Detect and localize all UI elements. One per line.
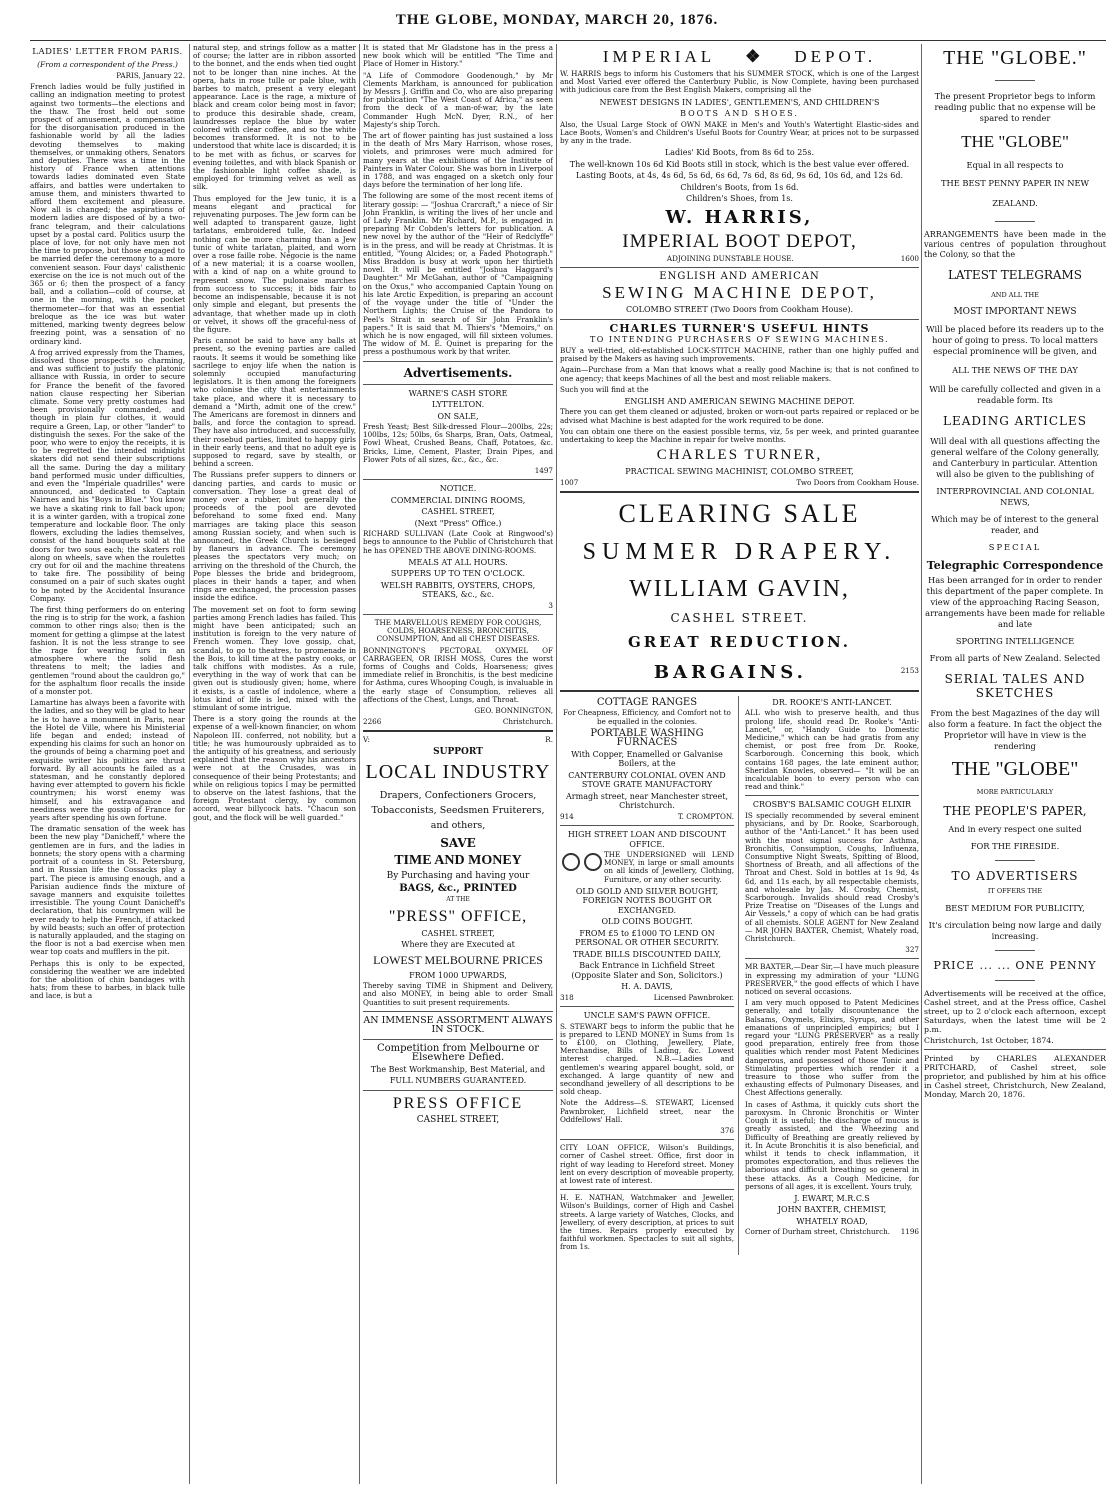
paragraph: The dramatic sensation of the week has been the new play "Danicheff," where the gentlemen are in furs, and the ladies in bonnets; the story opens with a charming portrait of a countess in St. Petersburg, and in Russian life the Cossacks play a part. The piece is amusing enough, and a Parisian audience finds the mixture of savage manners and exquisite toilettes irresistible. The young Count Danicheff's declaration, that his countrymen will be ever ready to help the French, if attacked by wild beasts; such an offer of protection is naturally applauded, and the staging on the floor is not a bad exercise when men wear top coats and mufflers in the pit. [30,824,185,957]
globe-from: From all parts of New Zealand. Selected [929,653,1101,663]
advertisements-header: Advertisements. [403,365,513,380]
globe-peoples: THE PEOPLE'S PAPER, [943,804,1087,818]
ad-cottage-for: For Cheapness, Efficiency, and Comfort not to be equalled in the colonies. [563,708,731,726]
ad-place: LYTTELTON. [431,400,485,410]
globe-medium: BEST MEDIUM FOR PUBLICITY, [945,903,1085,913]
globe-all-news: ALL THE NEWS OF THE DAY [952,365,1078,375]
ad-such: Such you will find at the [560,384,649,394]
ad-adjoining [560,255,919,263]
globe-and: And in every respect one suited [948,824,1082,834]
paragraph: Thus employed for the Jew tunic, it is a means elegant and practical for rejuvenating purposes. The Jew form can be well adapted to transparent gauze, light tarlatans, embroidered tulle, &c. Indeed nothing can be more charming than a Jew tunic of white tarlatan, plaited, and worn over a rose faille robe. Négocie is the name of a new material; it is a coarse woollen, with a kind of nap on a white ground to represent snow. The pulonaise marches from success to success; it bids fair to become an indispensable, because it is not only simple and elegant, but presents the advantage, that whether made up in cloth or velvet, it shows off the graceful-ness of the figure. [193,193,356,334]
ad-canterbury: CANTERBURY COLONIAL OVEN AND STOVE GRATE MANUFACTORY [568,770,726,790]
globe-serial: SERIAL TALES AND SKETCHES [944,672,1086,700]
ad-bargains: BARGAINS. [653,661,807,683]
ad-street: CASHEL STREET, [421,928,495,938]
divider [745,795,919,796]
paragraph: Perhaps this is only to be expected, considering the weather we are indebted for the abolition of chin bandages with hats; from these to barbes, in black tulle and lace, is but a [30,958,185,1001]
ad-gavin: WILLIAM GAVIN, [629,575,850,602]
ad-baxter-body3: In cases of Asthma, it quickly cuts short the paroxysm. In Chronic Bronchitis or Winter Cough it is useful; the discharge of mucus is greatly assisted, and the Wheezing and Difficulty of Breathing are greatly relieved by it. In Acute Bronchitis it is also beneficial, and whilst it tends to check inflammation, it promotes expectoration, and thus relieves the laborious and difficult breathing so general in these attacks. As a Cough Medicine, for persons of all ages, it is excellent. Yours truly, [745,1099,919,1191]
globe-to-advertisers: TO ADVERTISERS [951,869,1079,883]
ad-immense: AN IMMENSE ASSORTMENT ALWAYS IN STOCK. [363,1014,553,1036]
ad-sale: ON SALE, [437,411,479,421]
news-item: The art of flower painting has just sustained a loss in the death of Mrs Mary Harrison, whose roses, violets, and primroses were much admired for many years at the exhibitions of the Institute of Painters in Water Colour. She was born in Liverpool in 1788, and was engaged on a sketch only four days before the termination of her long life. [363,131,553,190]
ad-footer [560,813,734,821]
ad-number: 1600 [900,253,919,263]
masthead: THE GLOBE, MONDAY, MARCH 20, 1876. [395,12,719,28]
ad-loan-from: FROM £5 to £1000 TO LEND ON PERSONAL OR OTHER SECURITY. [575,928,719,948]
ad-loan-coins: OLD COINS BOUGHT. [601,917,693,927]
divider [995,950,1035,951]
ad-bargains-row [560,659,919,686]
ad-two-doors: Two Doors from Cookham House. [796,477,919,487]
ad-armagh: Armagh street, near Manchester street, Christchurch. [566,791,728,811]
ad-buy: BUY a well-tried, old-established LOCK-STITCH MACHINE, rather than one highly puffed and praised by the Makers as having such improvements. [560,345,919,364]
globe-most: MOST IMPORTANT NEWS [953,307,1077,317]
divider [560,1189,734,1190]
ad-crosby-title: CROSBY'S BALSAMIC COUGH ELIXIR [752,800,912,810]
globe-best: THE BEST PENNY PAPER IN NEW ZEALAND. [940,178,1090,208]
ad-cottage-title: COTTAGE RANGES [596,696,698,708]
ad-uncle-title: UNCLE SAM'S PAWN OFFICE. [583,1011,711,1021]
paragraph: Lamartine has always been a favorite with the ladies, and so they will be glad to hear he is to have a monument in Paris, near the Hotel de Ville, where his Ministerial life began and ended; instead of expending his claims for such an honor on the grounds of being a charming poet and exquisite writer his politics are thrust forward. By all accounts he failed as a statesman, and he constantly deplored having ever attempted to govern his fickle countrymen; his worst enemy was himself, and his extravagance and neediness were the gossip of France for years after spending his own fortune. [30,698,185,823]
ad-thereby: Thereby saving TIME in Shipment and Delivery, and also MONEY, in being able to order Small Quantities to suit present requirements. [363,981,553,1007]
ad-there: There you can get them cleaned or adjusted, broken or worn-out parts repaired or replaced or be advised what Machine is best adapted for the work required to be done. [560,407,919,425]
ad-hints: CHARLES TURNER'S USEFUL HINTS [609,321,870,335]
ad-line: Lasting Boots, at 4s, 4s 6d, 5s 6d, 6s 6d, 7s 6d, 8s 6d, 9s 6d, 10s 6d, and 12s 6d. [575,171,903,181]
globe-and-all: AND ALL THE [991,291,1039,299]
globe-imprint: Printed by CHARLES ALEXANDER PRITCHARD, of Cashel street, sole proprietor, and published by him at his office in Cashel street, Christchurch, New Zealand, Monday, March 20, 1876. [924,1054,1106,1100]
globe-sporting: SPORTING INTELLIGENCE [955,636,1075,646]
ad-street: COLOMBO STREET (Two Doors from Cookham House). [626,305,853,315]
ad-line: MEALS AT ALL HOURS. [408,557,508,567]
news-item: The following are some of the most recent items of literary gossip: — "Joshua Crarcraft," a niece of Sir John Franklin, is writing the lives of her uncle and of Lady Franklin. Mr Richard, M.P., is engaged in preparing Mr Cobden's letters for publication. A new novel by the author of the "Heir of Redclyffe" is in the press, and will be ready at Christmas. It is entitled, "Young Alcides; or, a Faded Photograph." Miss Braddon is busy at work upon her thirtieth novel. It will be entitled "Joshua Haggard's Daughter." Mr McGahan, author of "Campaigning on the Oxus," who accompanied Captain Young on his late Arctic Expedition, is preparing an account of the voyage under the title of "Under the Northern Lights; the Cruise of the Pandora to Peel's Strait in search of Sir John Franklin's papers." It is said that M. Thiers's "Memoirs," on which he is now engaged, will fill sixteen volumes. The widow of M. E. Quinet is preparing for the press a posthumous work by that writer. [363,191,553,357]
ad-line: WELSH RABBITS, OYSTERS, CHOPS, STEAKS, &c., &c. [380,580,536,600]
ad-turner: CHARLES TURNER, [656,447,823,464]
globe-special: SPECIAL [988,542,1042,552]
ad-body: W. HARRIS begs to inform his Customers that his SUMMER STOCK, which is one of the Largest and Most Varied ever offered the Canterbury Public, is Now Complete, having been purchased with judicious care from the Best English Makers, comprising all the [560,69,919,95]
ad-subtitle: COMMERCIAL DINING ROOMS, [390,495,526,505]
ad-loan-back: Back Entrance in Lichfield Street (Opposite Slater and Son, Solicitors.) [571,961,723,980]
ad-body: BONNINGTON'S PECTORAL OXYMEL OF CARRAGEEN, OR IRISH MOSS, Cures the worst forms of Coughs and Colds, Hoarseness; gives immediate relief in Bronchitis, is the best medicine for Asthma, cures Whooping Cough, is invaluable in the early stage of Consumption, relieves all affections of the Chest, Lungs, and Throat. [363,645,553,704]
pawn-balls-icon [560,851,604,877]
ad-full: FULL NUMBERS GUARANTEED. [389,1076,527,1086]
ad-by: By Purchasing and having your [386,871,530,882]
ad-imperial-depot [560,47,919,204]
divider [995,221,1035,222]
globe-adv: Advertisements will be received at the office, Cashel street, and at the Press office, Cashel street, up to 2 o'clock each afternoon, except Saturdays, when the latest time will be 2 p.m. [924,989,1106,1034]
divider [363,384,553,385]
ad-uncle-note: Note the Address—S. STEWART, Licensed Pawnbroker, Lichfield street, near the Oddfellows' Hall. [560,1098,734,1124]
globe-title-3: THE "GLOBE" [951,758,1079,780]
ad-footer [560,994,734,1002]
ad-baxter-sig: J. EWART, M.R.C.S [794,1193,870,1203]
ad-footer [560,479,919,487]
ad-press-office-name: "PRESS" OFFICE, [388,907,528,925]
ad-baxter-john: JOHN BAXTER, CHEMIST, [777,1205,887,1215]
ad-line: Children's Shoes, from 1s. [686,194,793,204]
globe-christchurch: Christchurch, 1st October, 1874. [924,1036,1054,1045]
globe-fireside: FOR THE FIRESIDE. [970,841,1060,851]
ad-with: With Copper, Enamelled or Galvanise Boilers, at the [571,749,723,769]
ad-line: SUPPERS UP TO TEN O'CLOCK. [390,569,526,579]
column-large-ads [560,44,919,1484]
divider [363,479,553,480]
ad-number: 1497 [534,466,553,476]
ad-number: 1196 [900,1227,919,1237]
ad-number: 2266 [363,717,382,727]
column-ladies-letter [30,44,185,1484]
column-rule [189,44,190,1484]
ad-bags: BAGS, &c., PRINTED [399,882,517,894]
paragraph: Paris cannot be said to have any balls at present, so the evening parties are called raouts. It seems it would be something like sacrilege to enjoy life when the nation is solemnly occupied manufacturing legislators. It is then among the foreigners who colonise the city that entertainments take place, and where it is necessary to demand a "Mirth, admit one of the crew." The Americans are foremost in dinners and balls, and force the contagion to spread. They have also introduced, and successfully, their rosebud parties, limited to happy girls in their early teens, and that no adult eye is supposed to regard, save by stealth, or behind a screen. [193,336,356,469]
ad-obtain: You can obtain one there on the easiest possible terms, viz, 5s per week, and printed guarantee undertaking to keep the Machine in repair for twelve months. [560,426,919,445]
ad-footer [745,1228,919,1236]
ad-number: 3 [548,600,553,610]
ad-number: 318 [560,992,574,1002]
ad-title [560,47,919,67]
ad-seller: GEO. BONNINGTON, [474,706,553,716]
paragraph: The movement set on foot to form sewing parties among French ladies has failed. This might have been anticipated; such an institution is foreign to the very nature of French women. They love gossip, chat, scandal, to go to theatres, to promenade in the Bois, to kill time at the pastry cooks, or talk chiffons with modistes. As a rule, everything in the way of work that can be given out is studiously given; home, where it exists, is a castle of indolence, where a lotus kind of life is led, mixed with the stimulant of some intrigue. [193,604,356,713]
ad-crosby-body: IS specially recommended by several eminent physicians, and by Dr. Rooke, Scarborough, author of the "Anti-Lancet." It has been used with the most signal success for Asthma, Bronchitis, Consumption, Coughs, Influenza, Consumptive Night Sweats, Spitting of Blood, Shortness of Breath, and all affections of the Throat and Chest. Sold in bottles at 1s 9d, 4s 6d, and 11s each, by all respectable chemists, and wholesale by Jas. M. Crosby, Chemist, Scarborough. Invalids should read Crosby's Prize Treatise on "Diseases of the Lungs and Air Vessels," a copy of which can be had gratis of all chemists. SOLE AGENT for New Zealand — MR JOHN BAXTER, Chemist, Whately road, Christchurch. [745,810,919,944]
divider [363,361,553,362]
globe-has: Has been arranged for in order to render this department of the paper complete. In view of the approaching Racing Season, arrangements have been made for reliable and late [925,575,1105,629]
crest-icon: ❖ [745,47,765,66]
ad-number: 1007 [560,477,579,487]
ad-uncle-body: S. STEWART begs to inform the public that he is prepared to LEND MONEY in Sums from 1s to £100, on Clothing, Jewellery, Plate, Merchandise, Bills of Lading, &c. Lowest interest charged. N.B.—Ladies and gentlemen's wearing apparel bought, sold, or exchanged. A large quantity of new and secondhand jewellery of all descriptions to be sold cheap. [560,1021,734,1097]
ad-baxter-corner: Corner of Durham street, Christchurch. [745,1227,891,1237]
ad-from: FROM 1000 UPWARDS, [409,970,507,980]
ad-clearing-sale [560,499,919,686]
ad-trades: Drapers, Confectioners Grocers, Tobacconists, Seedsmen Fruiterers, and others, [371,790,545,832]
ad-body: Fresh Yeast; Best Silk-dressed Flour—200lbs, 22s; 100lbs, 12s; 50lbs, 6s Sharps, Bran, Oats, Oatmeal, Fowl Wheat, Crushed Beans, Chaff, Potatoes, &c. Bricks, Lime, Cement, Plaster, Drain Pipes, and Flower Pots of all sizes, &c., &c., &c. [363,422,553,464]
globe-from2: From the best Magazines of the day will also form a feature. In fact the object the Proprietor will have in view is the rendering [928,708,1102,751]
column-globe-prospectus [924,44,1106,1484]
column-rule [921,44,922,1484]
divider [995,80,1035,81]
divider [363,614,553,615]
ad-loan-davis: H. A. DAVIS, [621,982,673,992]
globe-present: The present Proprietor begs to inform reading public that no expense will be spared to render [934,91,1096,123]
ad-number: 914 [560,811,574,821]
ad-number: 376 [720,1126,734,1136]
globe-title: THE "GLOBE." [943,47,1087,69]
globe-more: MORE PARTICULARLY [976,788,1054,796]
divider [995,860,1035,861]
ad-eng-am: ENGLISH AND AMERICAN [659,270,820,282]
ad-nathan: H. E. NATHAN, Watchmaker and Jeweller, Wilson's Buildings, corner of High and Cashel streets. A large variety of Watches, Clocks, and Jewellery, of every description, at prices to suit the times. Repairs properly executed by faithful workmen. Spectacles to suit all sights, from 1s. [560,1193,734,1252]
globe-will2: Will be carefully collected and given in a readable form. Its [929,384,1101,405]
ad-best: The Best Workmanship, Best Material, and [370,1064,546,1074]
ad-warne [363,389,553,476]
ad-intending: TO INTENDING PURCHASERS OF SEWING MACHINES. [589,335,890,345]
globe-leading: LEADING ARTICLES [942,414,1088,428]
ad-lowest: LOWEST MELBOURNE PRICES [373,952,543,967]
divider [560,825,734,826]
divider [560,267,919,268]
divider [560,1139,734,1140]
ad-number: 327 [905,945,919,955]
ad-rooke-body: ALL who wish to preserve health, and thus prolong life, should read Dr. Rooke's "Anti-Lancet," or, "Handy Guide to Domestic Medicine," which can be had gratis from any chemist, or post free from Dr. Rooke, Scarborough. Concerning this book, which contains 168 pages, the late eminent author, Sheridan Knowles, observed— "It will be an incalculable boon to every person who can read and think." [745,708,919,792]
ad-licensed: Licensed Pawnbroker. [653,992,734,1002]
column-news-ads [363,44,553,1484]
ad-time-money: TIME AND MONEY [394,853,522,869]
paragraph: French ladies would be fully justified in calling an indignation meeting to protest against two torments—the elections and the thaw. The frost held out some prospect of amusement, a compensation for the disorganisation produced in the fashionable world by all the ladies devoting themselves to making themselves, or unmaking others, Senators and deputies. There was a time in the history of France when attentions towards ladies dominated even State affairs, and battles were undertaken to amuse them, and ministers thwarted to afford them excitement and pleasure. Now all is changed; the aspirations of modern ladies are disposed of by a two-franc telegram, and their calculations upset by a postal card. Politics usurp the place of love, for not only have men not the time to propose, but those engaged to be married defer the ceremony to a more convenient season. Four days' calisthenic exercise on the ice is not much out of the 365 or 6; then the prospect of a fancy ball, and a collation—cold of course, at one in the morning, with the pocket thermometer—for that was an essential breloque as the ice was but water mittened, marking twenty degrees below freezing point, was a sensation of no ordinary kind. [30,82,185,346]
ad-baxter-body2: I am very much opposed to Patent Medicines generally, and totally discountenance the Balsams, Oxymels, Elixirs, Syrups, and other emanations of unprincipled empirics; but I regard your "LUNG PRESERVER" as a really good preparation, entirely free from those qualities which render most Patent Medicines dangerous, and possessed of those Tonic and Stimulating properties which render it a treasure to those who suffer from the exhausting effects of Pulmonary Diseases, and Chest Affections generally. [745,998,919,1098]
ad-harris-name: W. HARRIS, [665,206,814,228]
ad-cashel: CASHEL STREET, [416,1114,500,1125]
ad-press-office [363,736,553,1125]
column-rule [556,44,557,1484]
ad-body: THE MARVELLOUS REMEDY FOR COUGHS, COLDS, HOARSENESS, BRONCHITIS, CONSUMPTION, And all CHEST DISEASES. [374,618,542,644]
ad-boots: BOOTS AND SHOES. [680,109,799,119]
globe-circ: It's circulation being now large and daily increasing. [928,920,1102,941]
divider [560,319,919,320]
ad-split [560,696,919,1255]
ad-title: WARNE'S CASH STORE [408,388,508,398]
globe-price: PRICE ... ... ONE PENNY [933,959,1097,972]
ad-eng2: ENGLISH AND AMERICAN SEWING MACHINE DEPOT. [624,396,855,406]
ad-subcol-left [560,696,739,1255]
globe-inter: INTERPROVINCIAL AND COLONIAL NEWS, [936,486,1094,507]
ad-harris [560,207,919,263]
news-item: It is stated that Mr Gladstone has in the press a new book which will be entitled "The Time and Place of Homer in History." [363,44,553,69]
ad-support: SUPPORT [433,746,483,757]
news-item: "A Life of Commodore Goodenough," by Mr Clements Markham, is announced for publication by Messrs J. Griffin and Co, who are also preparing for publication "The West Coast of Africa," as seen from the deck of a man-of-war, by the late Commander Hugh McN. Dyer, R.N., of her Majesty's ship Torch. [363,70,553,129]
ad-vr [363,736,553,744]
globe-equal: Equal in all respects to [966,160,1064,170]
paragraph: There is a story going the rounds at the expense of a well-known financier, on whom Napoleon III. conferred, not nobility, but a title; he was humourously upbraided as to the antiquity of his greatness, and seriously explained that the reason why his ancestors were not at the Crusades, was in consequence of their being Protestants; and while on religious topics I may be permitted to observe on the latest fashions, that the foreign Protestant clergy, by common accord, wear billycock hats. "Chacun son gout, and the flock will be well guarded." [193,714,356,822]
globe-latest: LATEST TELEGRAMS [947,268,1083,282]
globe-arrangements: ARRANGEMENTS have been made in the various centres of population throughout the Colony, so that the [924,230,1106,259]
ad-title: NOTICE. [439,484,477,494]
ad-loan-title: HIGH STREET LOAN AND DISCOUNT OFFICE. [567,830,727,849]
paragraph: natural step, and strings follow as a matter of course; the latter are in ribbon assorted to the bonnet, and the ends when tied ought not to be longer than nine inches. At the opera, hats in rose tulle or pale blue, with barbes to match, present a very elegant appearance. Lace is the rage, a mixture of black and cream color being most in favor; to produce this desirable shade, cream, laundresses replace the blue by water colored with clear coffee, and so the white becomes transformed. It is not to be understood that white lace is discarded; it is to be met with as fichus, or scarves for evening toilettes, and with black Spanish or the fashionable light coffee shade, is employed for trimming velvet as well as silk. [193,44,356,192]
globe-which: Which may be of interest to the general reader, and [931,514,1099,535]
ad-rooke-title: DR. ROOKE'S ANTI-LANCET. [772,697,892,707]
ad-place: Christchurch. [502,717,553,727]
ad-competition: Competition from Melbourne or Elsewhere Defied. [376,1042,540,1064]
divider [995,980,1035,981]
ad-bonnington [363,619,553,726]
ad-subtitle: (Next "Press" Office.) [414,518,502,528]
divider [363,1011,553,1012]
ad-subtitle: CASHEL STREET, [421,507,495,517]
v-mark: V: [363,735,370,745]
divider [363,730,553,732]
divider [924,1049,1106,1050]
article-title: LADIES' LETTER FROM PARIS. [32,47,183,57]
ad-loan-old: OLD GOLD AND SILVER BOUGHT, FOREIGN NOTES BOUGHT OR EXCHANGED. [575,886,719,915]
ad-at: AT THE [446,896,470,904]
ad-save: SAVE [440,836,476,851]
ad-line: Ladies' Kid Boots, from 8s 6d to 25s. [664,148,815,158]
divider [363,1090,553,1091]
ad-also: Also, the Usual Large Stock of OWN MAKE in Men's and Youth's Watertight Elastic-sides and Lace Boots, Women's and Children's Useful Boots for Country Wear, at prices not to be surpassed by any in the trade. [560,119,919,146]
ad-cashel: CASHEL STREET. [670,610,809,625]
ad-sewing-machine [560,272,919,487]
globe-offers: IT OFFERS THE [987,887,1043,895]
ad-number: 2153 [900,665,919,675]
ad-sewing-depot: SEWING MACHINE DEPOT, [602,283,877,303]
ad-boot-depot: IMPERIAL BOOT DEPOT, [622,230,857,252]
column-letter-continued [193,44,356,1484]
divider [560,690,919,692]
ad-loan-body: THE UNDERSIGNED will LEND MONEY, in large or small amounts on all kinds of Jewellery, Clothing, Furniture, or any other security. [604,850,734,884]
masthead-rule [30,40,1106,41]
ad-prac: PRACTICAL SEWING MACHINIST, COLOMBO STREET, [625,467,854,477]
ad-title-left: IMPERIAL [602,47,716,66]
ad-newest: NEWEST DESIGNS IN LADIES', GENTLEMEN'S, AND CHILDREN'S [599,97,880,107]
divider [560,1006,734,1007]
globe-title-2: THE "GLOBE" [961,132,1069,151]
ad-footer [363,718,553,726]
ad-great: GREAT REDUCTION. [627,632,852,651]
ad-where: Where they are Executed at [401,940,515,950]
ad-portable: PORTABLE WASHING FURNACES [590,727,704,749]
article-dateline: PARIS, January 22. [116,71,185,80]
ad-press-office-footer: PRESS OFFICE [392,1094,524,1112]
ad-crompton: T. CROMPTON. [677,811,734,821]
ad-adj-text: ADJOINING DUNSTABLE HOUSE. [666,253,794,263]
ad-title-right: DEPOT. [794,47,877,66]
r-mark: R. [545,735,553,745]
ad-city-loan: CITY LOAN OFFICE, Wilson's Buildings, corner of Cashel street. Office, first door in right of way leading to Hereford street. Money lent on every description of moveable property, at lowest rate of interest. [560,1143,734,1186]
article-byline: (From a correspondent of the Press.) [37,60,178,69]
globe-will: Will be placed before its readers up to the hour of going to press. To local matters especial prominence will be given, and [926,324,1104,356]
paragraph: A frog arrived expressly from the Thames, dissolved those prospects so charming, and was sufficient to justify the platonic alliance with Russia, in order to secure for France the benefit of the favored nation clause respecting her Siberian climate. Some very pretty costumes had been provisionally commanded, and though in plain fur clothes, it would require a Green, Lap, or other "lander" to distinguish the sexes. For the sake of the poor, who were to enjoy the receipts, it is to be regretted the intended midnight skaters did not send their subscriptions all the same. During the day a military band performed music under difficulties, and even the "Impériale quadrilles" were announced, and dedicated to Captain Nairnes and his "Boys in Blue." You know we have a skating rink to fall back upon; it is a winter garden, with a tropical zone temperature and lockable floor. The only flowers, excluding the ladies themselves, consist of the hand bouquets sold at the doors for two sous each; the skaters roll along on wheels, save when the roulettes cry out for oil and the machine threatens to take fire. The possibility of being consumed on a pair of such skates ought to be noted by the Accidental Insurance Company. [30,347,185,603]
ad-again: Again—Purchase from a Man that knows what a really good Machine is; that is not confined to one agency; that keeps Machines of all the best and most reliable makers. [560,365,919,383]
paragraph: The Russians prefer suppers to dinners or dancing parties, and cards to music or conversation. They lose a great deal of money over a rubber, but generally the proceeds of the pool are devoted beforehand to some fixed end. Many marriages are taking place this season among Russian society, and when such is announced, the Greek Church is besieged by flaneurs in advance. The ceremony pleases the spectators very much; on arriving on the threshold of the Church, the Pope blesses the bride and bridegroom, places in their hands a taper, and when rings are exchanged, the procession passes inside the edifice. [193,470,356,603]
ad-loan-trade: TRADE BILLS DISCOUNTED DAILY, [572,949,722,959]
ad-local-industry: LOCAL INDUSTRY [365,761,551,784]
ad-body: RICHARD SULLIVAN (Late Cook at Ringwood's) begs to announce to the Public of Christchurch that he has OPENED THE ABOVE DINING-ROOMS. [363,529,553,555]
divider [363,1039,553,1040]
ad-baxter-whately: WHATELY ROAD, [796,1216,868,1226]
paragraph: The first thing performers do on entering the ring is to strip for the work, a fashion common to other rings also; then is the moment for getting a glimpse at the latest fashion. It is not the less strange to see the rage for wearing furs in an atmosphere where the solid flesh threatens to melt; the ladies and gentlemen "round about the cauldron go," for the asphaltum floor recalls the inside of a monster pot. [30,605,185,697]
ad-summer: SUMMER DRAPERY. [582,538,897,565]
column-rule [359,44,360,1484]
ad-baxter-body: MR BAXTER,—Dear Sir,—I have much pleasure in expressing my admiration of your "LUNG PRESERVER," the good effects of which I have noticed on several occasions. [745,962,919,997]
ad-subcol-right [745,696,919,1255]
divider [745,958,919,959]
globe-deal: Will deal with all questions affecting the general welfare of the Colony generally, and Canterbury in particular. Attention will also be given to the publishing of [930,436,1100,479]
globe-tele: Telegraphic Correspondence [926,559,1104,572]
divider [560,491,919,493]
ad-clearing: CLEARING SALE [618,498,861,528]
ad-dining-rooms [363,484,553,610]
ad-line: The well-known 10s 6d Kid Boots still in stock, which is the best value ever offered. [569,159,910,169]
ad-line: Children's Boots, from 1s 6d. [680,182,799,192]
